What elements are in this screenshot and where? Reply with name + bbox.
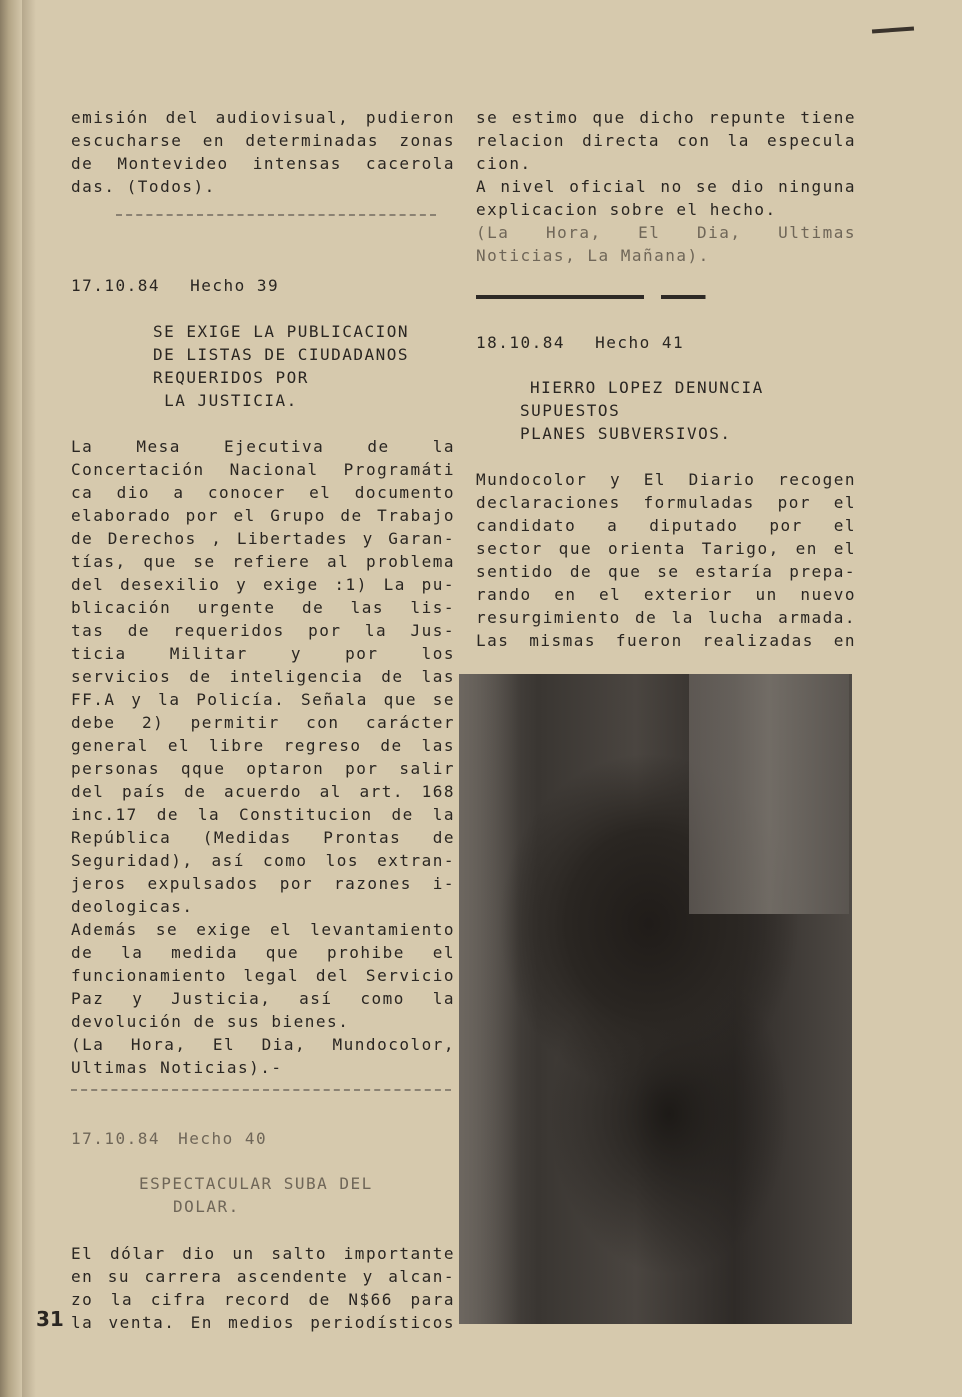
date-text: 17.10.84 (71, 276, 161, 295)
binding-spine (0, 0, 22, 1397)
text-line: devolución de sus bienes. (71, 1012, 350, 1031)
text-line: A nivel oficial no se dio ninguna (476, 177, 856, 196)
text-line: rando en el exterior un nuevo (476, 585, 856, 604)
source-line: Ultimas Noticias).- (71, 1058, 283, 1077)
text-line: debe 2) permitir con carácter (71, 713, 455, 732)
text-line: El dólar dio un salto importante (71, 1244, 455, 1263)
text-line: cion. (476, 154, 532, 173)
text-line: Seguridad), así como los extran- (71, 851, 455, 870)
hecho-label: Hecho 39 (190, 276, 280, 295)
intro-paragraph (71, 106, 455, 198)
entry-date-41 (476, 331, 856, 354)
text-line: blicación urgente de las lis- (71, 598, 455, 617)
section-divider (116, 214, 436, 216)
text-line: tías, que se refiere al problema (71, 552, 455, 571)
text-line: Concertación Nacional Programáti (71, 460, 455, 479)
text-line: se estimo que dicho repunte tiene (476, 108, 856, 127)
page-number: 31 (36, 1307, 64, 1331)
headline-line: SUPUESTOS (520, 401, 621, 420)
text-line: elaborado por el Grupo de Trabajo (71, 506, 455, 525)
entry-date-40 (71, 1127, 455, 1150)
text-line: relacion directa con la especula (476, 131, 856, 150)
body-40 (71, 1242, 455, 1334)
date-text: 17.10.84 (71, 1129, 161, 1148)
source-line: (La Hora, El Dia, Mundocolor, (71, 1035, 455, 1054)
headline-line: REQUERIDOS POR (153, 368, 309, 387)
news-photo (459, 674, 852, 1324)
hecho-label: Hecho 40 (178, 1129, 268, 1148)
text-line: tas de requeridos por la Jus- (71, 621, 455, 640)
text-line: del desexilio y exige :1) La pu- (71, 575, 455, 594)
text-line: resurgimiento de la lucha armada. (476, 608, 856, 627)
text-line: general el libre regreso de las (71, 736, 455, 755)
text-line: zo la cifra record de N$66 para (71, 1290, 455, 1309)
text-line: sector que orienta Tarigo, en el (476, 539, 856, 558)
text-line: de Derechos , Libertades y Garan- (71, 529, 455, 548)
text-line: de la medida que prohibe el (71, 943, 455, 962)
corner-mark (872, 27, 914, 34)
photo-window-light (689, 674, 849, 914)
photo-edge-light (459, 674, 519, 1324)
text-line: inc.17 de la Constitucion de la (71, 805, 455, 824)
continuation-paragraph (476, 106, 856, 267)
text-line: Además se exige el levantamiento (71, 920, 455, 939)
headline-line: DOLAR. (173, 1197, 240, 1216)
text-line: funcionamiento legal del Servicio (71, 966, 455, 985)
text-line: en su carrera ascendente y alcan- (71, 1267, 455, 1286)
text-line: deologicas. (71, 897, 194, 916)
text-line: la venta. En medios periodísticos (71, 1313, 455, 1332)
text-line: de Montevideo intensas cacerola (71, 154, 455, 173)
text-line: FF.A y la Policía. Señala que se (71, 690, 455, 709)
text-line: das. (Todos). (71, 177, 216, 196)
body-39 (71, 435, 455, 1079)
text-line: declaraciones formuladas por el (476, 493, 856, 512)
text-line: personas qque optaron por salir (71, 759, 455, 778)
headline-39 (153, 320, 455, 412)
section-divider (476, 295, 756, 299)
text-line: ca dio a conocer el documento (71, 483, 455, 502)
headline-40 (139, 1172, 455, 1218)
text-line: La Mesa Ejecutiva de la (71, 437, 455, 456)
headline-line: HIERRO LOPEZ DENUNCIA (530, 378, 764, 397)
headline-line: PLANES SUBVERSIVOS. (520, 424, 732, 443)
text-line: del país de acuerdo al art. 168 (71, 782, 455, 801)
headline-41 (520, 376, 856, 445)
headline-line: DE LISTAS DE CIUDADANOS (153, 345, 410, 364)
right-column (476, 106, 856, 652)
headline-line: SE EXIGE LA PUBLICACION (153, 322, 410, 341)
entry-date-39 (71, 274, 455, 297)
spine-shadow (22, 0, 36, 1397)
hecho-label: Hecho 41 (595, 333, 685, 352)
text-line: servicios de inteligencia de las (71, 667, 455, 686)
text-line: sentido de que se estaría prepa- (476, 562, 856, 581)
body-41 (476, 468, 856, 652)
text-line: ticia Militar y por los (71, 644, 455, 663)
headline-line: LA JUSTICIA. (153, 391, 298, 410)
text-line: República (Medidas Prontas de (71, 828, 455, 847)
text-line: Las mismas fueron realizadas en (476, 631, 856, 650)
source-line: Noticias, La Mañana). (476, 246, 710, 265)
text-line: candidato a diputado por el (476, 516, 856, 535)
text-line: Mundocolor y El Diario recogen (476, 470, 856, 489)
text-line: jeros expulsados por razones i- (71, 874, 455, 893)
left-column (71, 106, 455, 1334)
text-line: escucharse en determinadas zonas (71, 131, 455, 150)
source-line: (La Hora, El Dia, Ultimas (476, 223, 856, 242)
text-line: emisión del audiovisual, pudieron (71, 108, 455, 127)
text-line: Paz y Justicia, así como la (71, 989, 455, 1008)
headline-line: ESPECTACULAR SUBA DEL (139, 1174, 373, 1193)
text-line: explicacion sobre el hecho. (476, 200, 777, 219)
section-divider (71, 1089, 451, 1091)
date-text: 18.10.84 (476, 333, 566, 352)
